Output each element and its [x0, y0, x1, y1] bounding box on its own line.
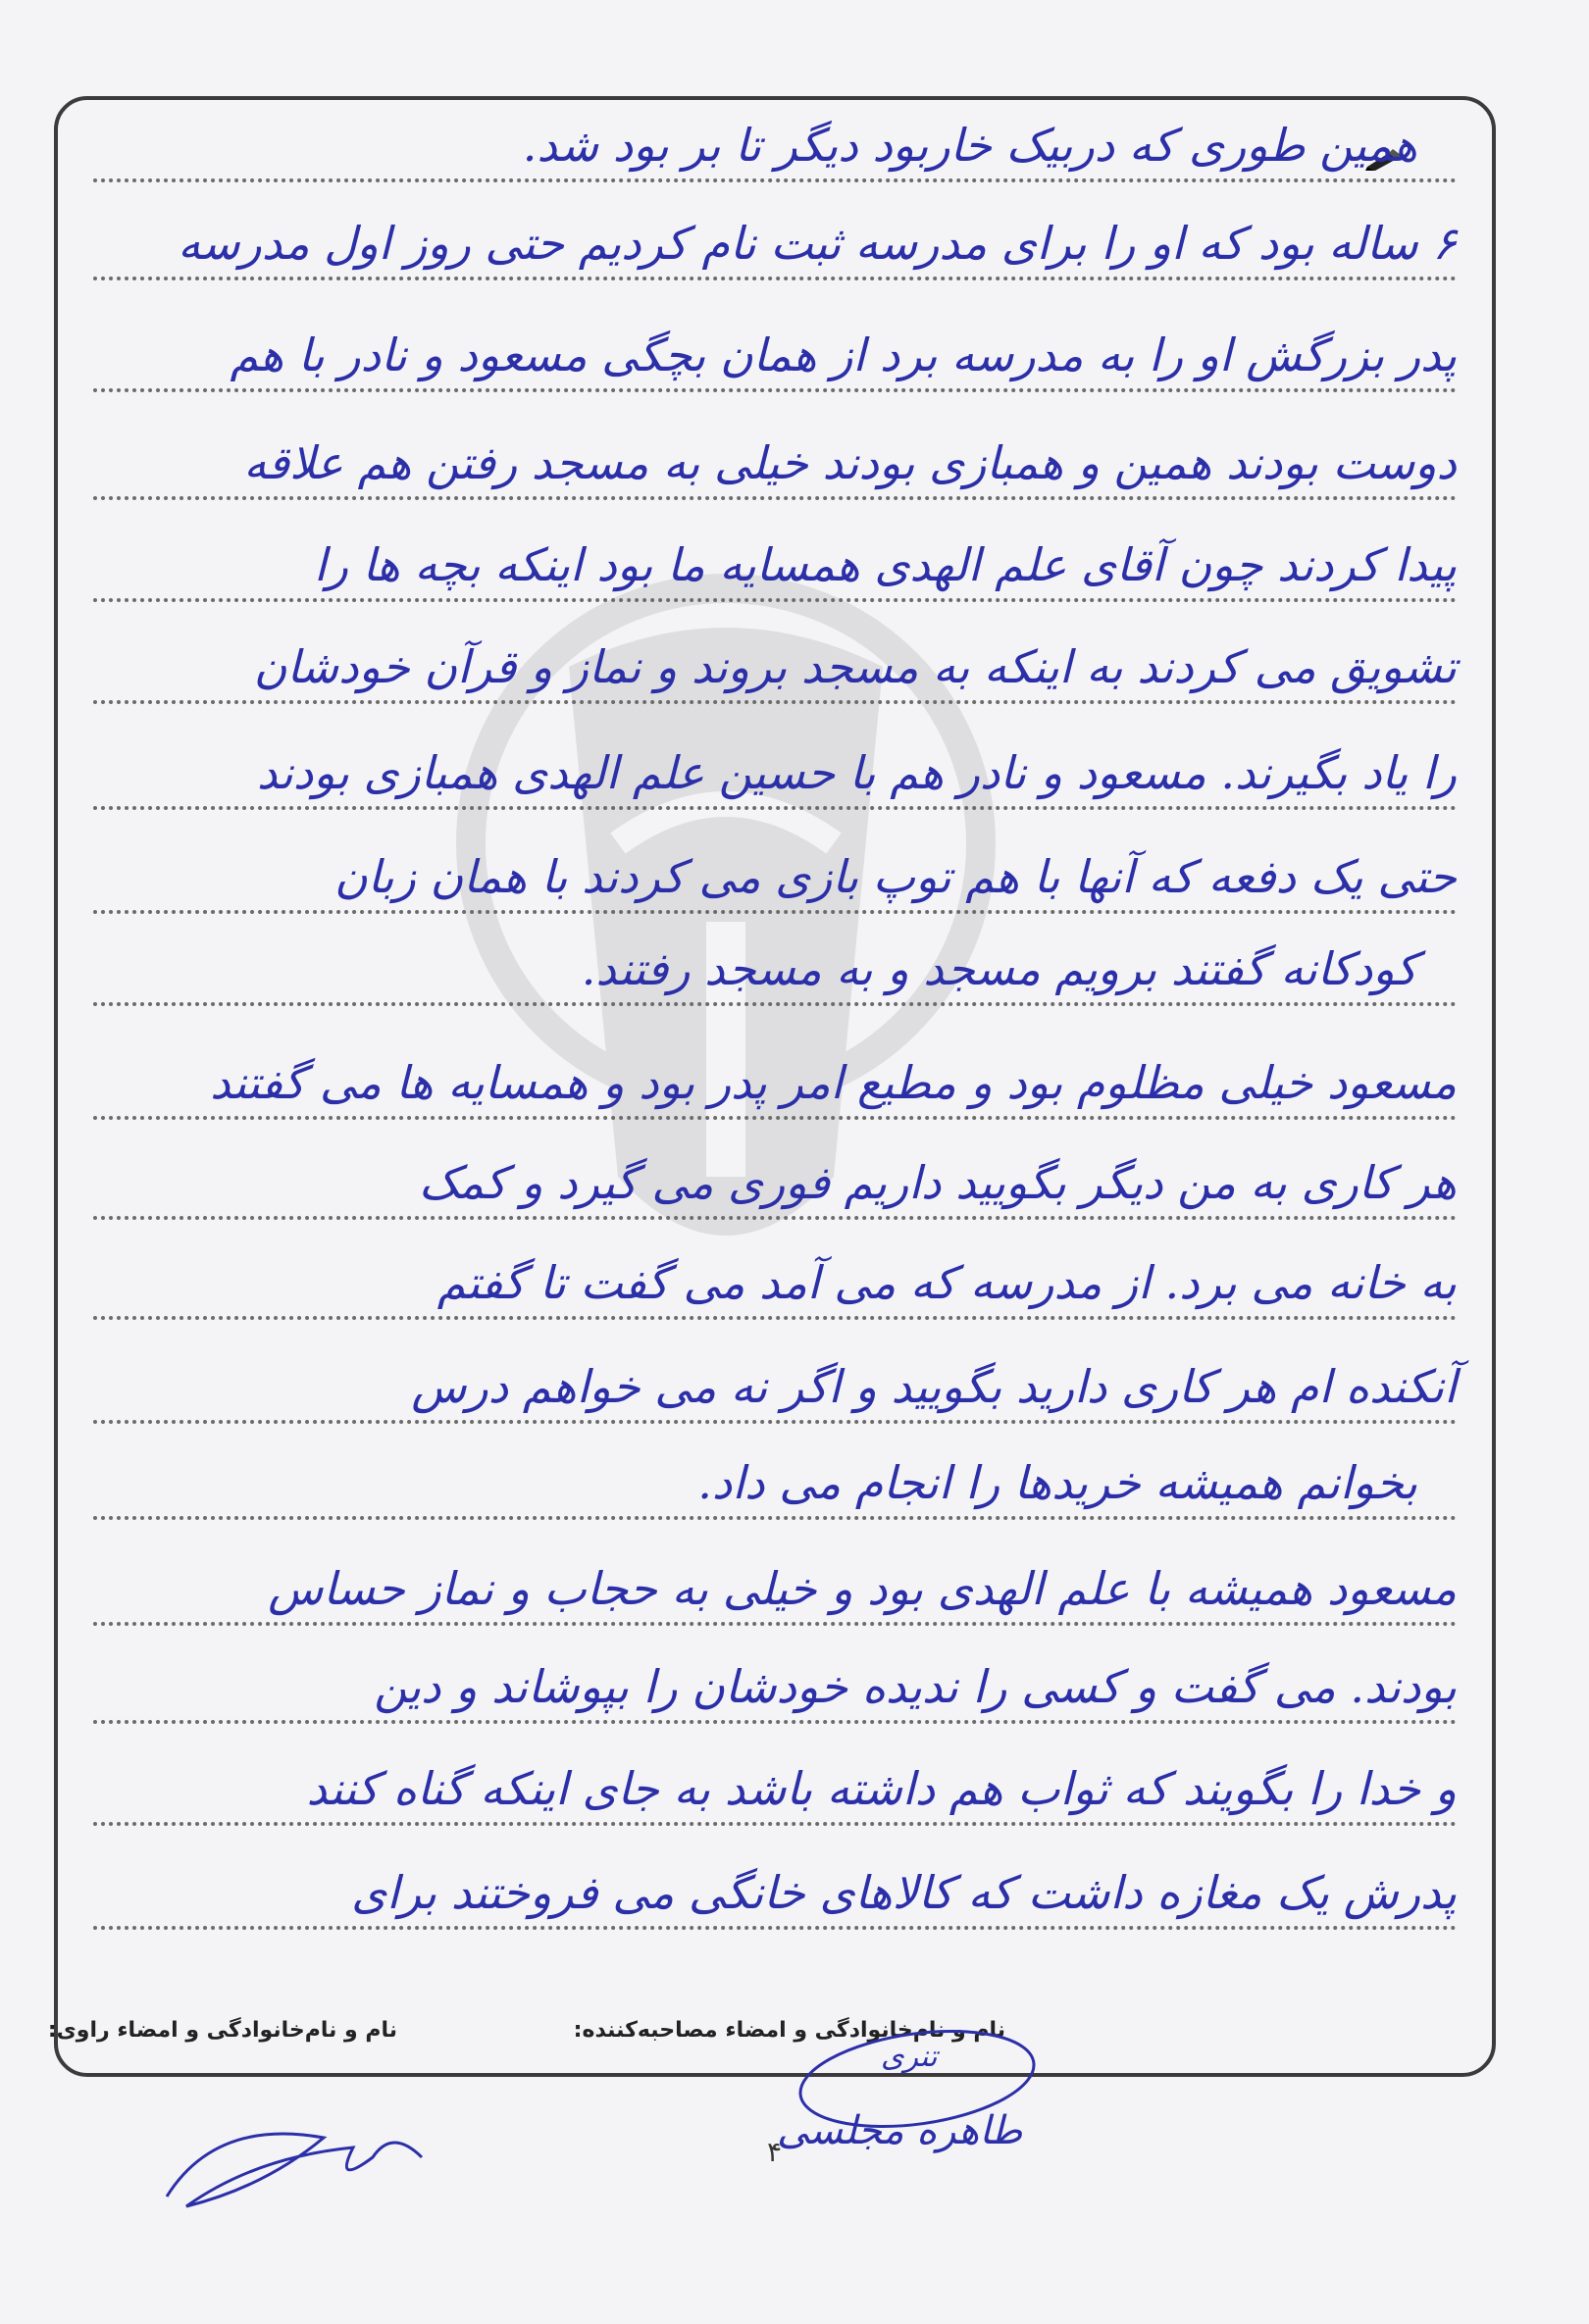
interviewer-signature: تنری [881, 2040, 938, 2074]
line-14: بخوانم همیشه خریدها را انجام می داد. [93, 1426, 1457, 1520]
line-13: آنکنده ام هر کاری دارید بگویید و اگر نه می خواهم درس [93, 1330, 1457, 1424]
narrator-name: طاهره مجلسی [777, 2108, 1023, 2153]
page-number: ۴ [767, 2136, 783, 2168]
line-2: ۶ ساله بود که او را برای مدرسه ثبت نام کردیم حتی روز اول مدرسه [93, 186, 1457, 280]
line-16: بودند. می گفت و کسی را ندیده خودشان را بپوشاند و دین [93, 1630, 1457, 1724]
interviewer-label: نام و نام‌خانوادگی و امضاء مصاحبه‌کننده: [573, 2018, 1005, 2043]
handwritten-body [93, 0, 1457, 2324]
line-10: مسعود خیلی مظلوم بود و مطیع امر پدر بود و همسایه ها می گفتند [93, 1026, 1457, 1120]
line-7: را یاد بگیرند. مسعود و نادر هم با حسین علم الهدی همبازی بودند [93, 716, 1457, 810]
line-5: پیدا کردند چون آقای علم الهدی همسایه ما بود اینکه بچه ها را [93, 508, 1457, 602]
line-8: حتی یک دفعه که آنها با هم توپ بازی می کردند با همان زبان [93, 820, 1457, 914]
line-17: و خدا را بگویند که ثواب هم داشته باشد به جای اینکه گناه کنند [93, 1732, 1457, 1826]
line-11: هر کاری به من دیگر بگویید داریم فوری می گیرد و کمک [93, 1126, 1457, 1220]
line-15: مسعود همیشه با علم الهدی بود و خیلی به حجاب و نماز حساس [93, 1532, 1457, 1626]
line-4: دوست بودند همین و همبازی بودند خیلی به مسجد رفتن هم علاقه [93, 406, 1457, 500]
narrator-label: نام و نام‌خانوادگی و امضاء راوی: [47, 2018, 397, 2043]
line-18: پدرش یک مغازه داشت که کالاهای خانگی می فروختند برای [93, 1836, 1457, 1930]
line-6: تشویق می کردند به اینکه به مسجد بروند و نماز و قرآن خودشان [93, 610, 1457, 704]
line-9: کودکانه گفتند برویم مسجد و به مسجد رفتند. [93, 912, 1457, 1006]
line-1: همین طوری که دربیک خاربود دیگر تا بر بود شد. [93, 88, 1457, 182]
line-12: به خانه می برد. از مدرسه که می آمد می گفت تا گفتم [93, 1226, 1457, 1320]
line-3: پدر بزرگش او را به مدرسه برد از همان بچگی مسعود و نادر با هم [93, 298, 1457, 392]
